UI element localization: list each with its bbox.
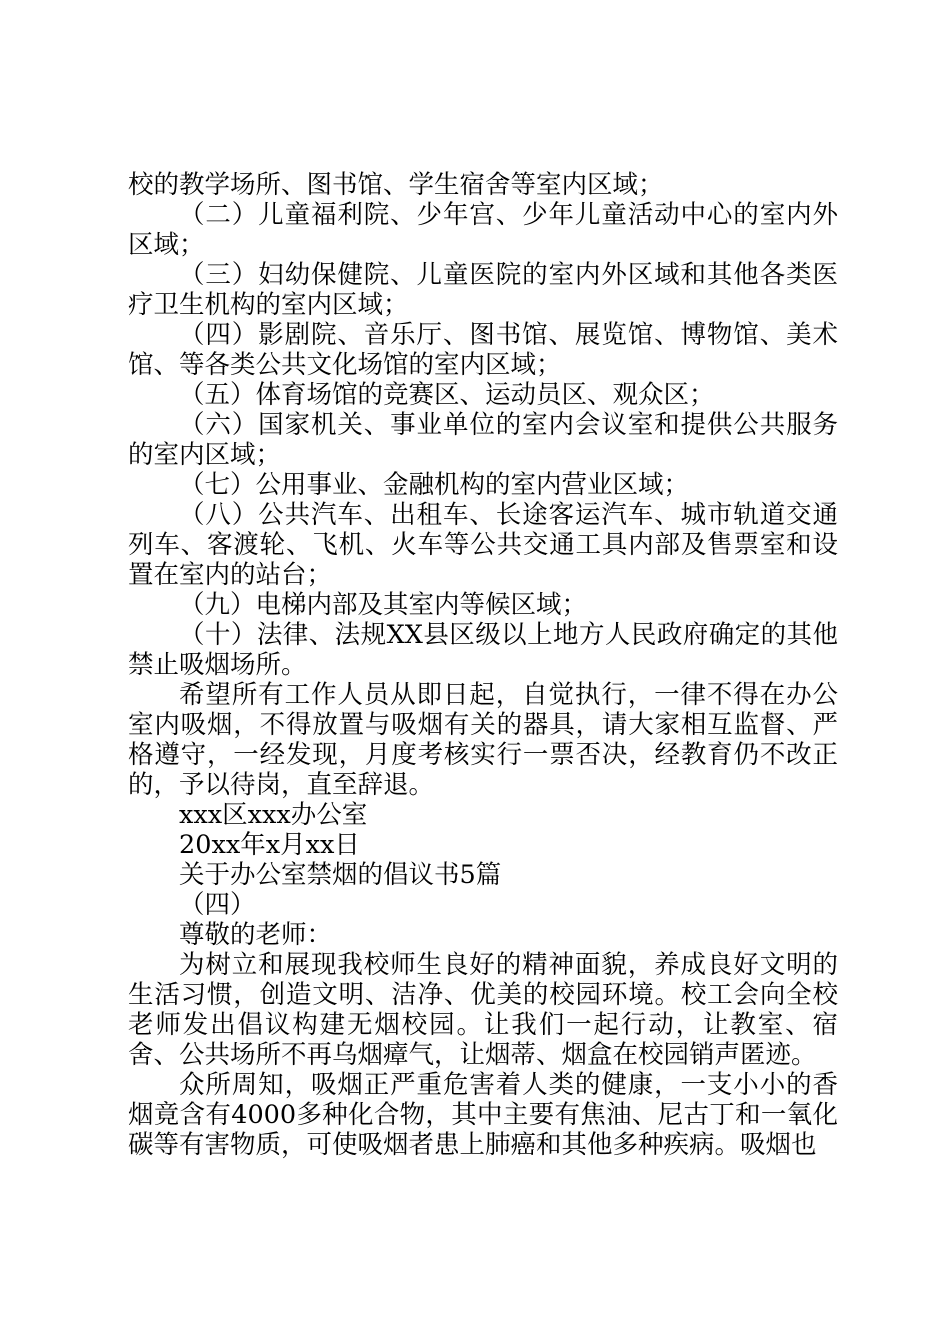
paragraph: 为树立和展现我校师生良好的精神面貌，养成良好文明的生活习惯，创造文明、洁净、优美的校园环境。校工会向全校老师发出倡议构建无烟校园。让我们一起行动，让教室、宿舍、公共场所不再乌烟瘴气，让烟蒂、烟盒在校园销声匿迹。 — [128, 950, 838, 1070]
paragraph: （四）影剧院、音乐厅、图书馆、展览馆、博物馆、美术馆、等各类公共文化场馆的室内区域； — [128, 320, 838, 380]
paragraph: （六）国家机关、事业单位的室内会议室和提供公共服务的室内区域； — [128, 410, 838, 470]
paragraph: （五）体育场馆的竞赛区、运动员区、观众区； — [179, 380, 715, 410]
paragraph: 希望所有工作人员从即日起，自觉执行，一律不得在办公室内吸烟，不得放置与吸烟有关的器具，请大家相互监督、严格遵守，一经发现，月度考核实行一票否决，经教育仍不改正的，予以待岗，直至辞退。 — [128, 680, 838, 800]
paragraph: （八）公共汽车、出租车、长途客运汽车、城市轨道交通列车、客渡轮、飞机、火车等公共交通工具内部及售票室和设置在室内的站台； — [128, 500, 838, 590]
section-title: 关于办公室禁烟的倡议书5篇 — [179, 860, 502, 890]
paragraph: （三）妇幼保健院、儿童医院的室内外区域和其他各类医疗卫生机构的室内区域； — [128, 260, 838, 320]
paragraph: （七）公用事业、金融机构的室内营业区域； — [179, 470, 690, 500]
paragraph: （九）电梯内部及其室内等候区域； — [179, 590, 588, 620]
paragraph: 众所周知，吸烟正严重危害着人类的健康，一支小小的香烟竟含有4000多种化合物，其中主要有焦油、尼古丁和一氧化碳等有害物质，可使吸烟者患上肺癌和其他多种疾病。吸烟也 — [128, 1070, 838, 1160]
paragraph: 校的教学场所、图书馆、学生宿舍等室内区域； — [128, 170, 664, 200]
signature-org: xxx区xxx办公室 — [179, 800, 368, 830]
salutation: 尊敬的老师： — [179, 920, 333, 950]
signature-date: 20xx年x月xx日 — [179, 830, 360, 860]
section-number: （四） — [179, 890, 256, 920]
document-body — [128, 170, 838, 1160]
paragraph: （十）法律、法规XX县区级以上地方人民政府确定的其他禁止吸烟场所。 — [128, 620, 838, 680]
paragraph: （二）儿童福利院、少年宫、少年儿童活动中心的室内外区域； — [128, 200, 838, 260]
